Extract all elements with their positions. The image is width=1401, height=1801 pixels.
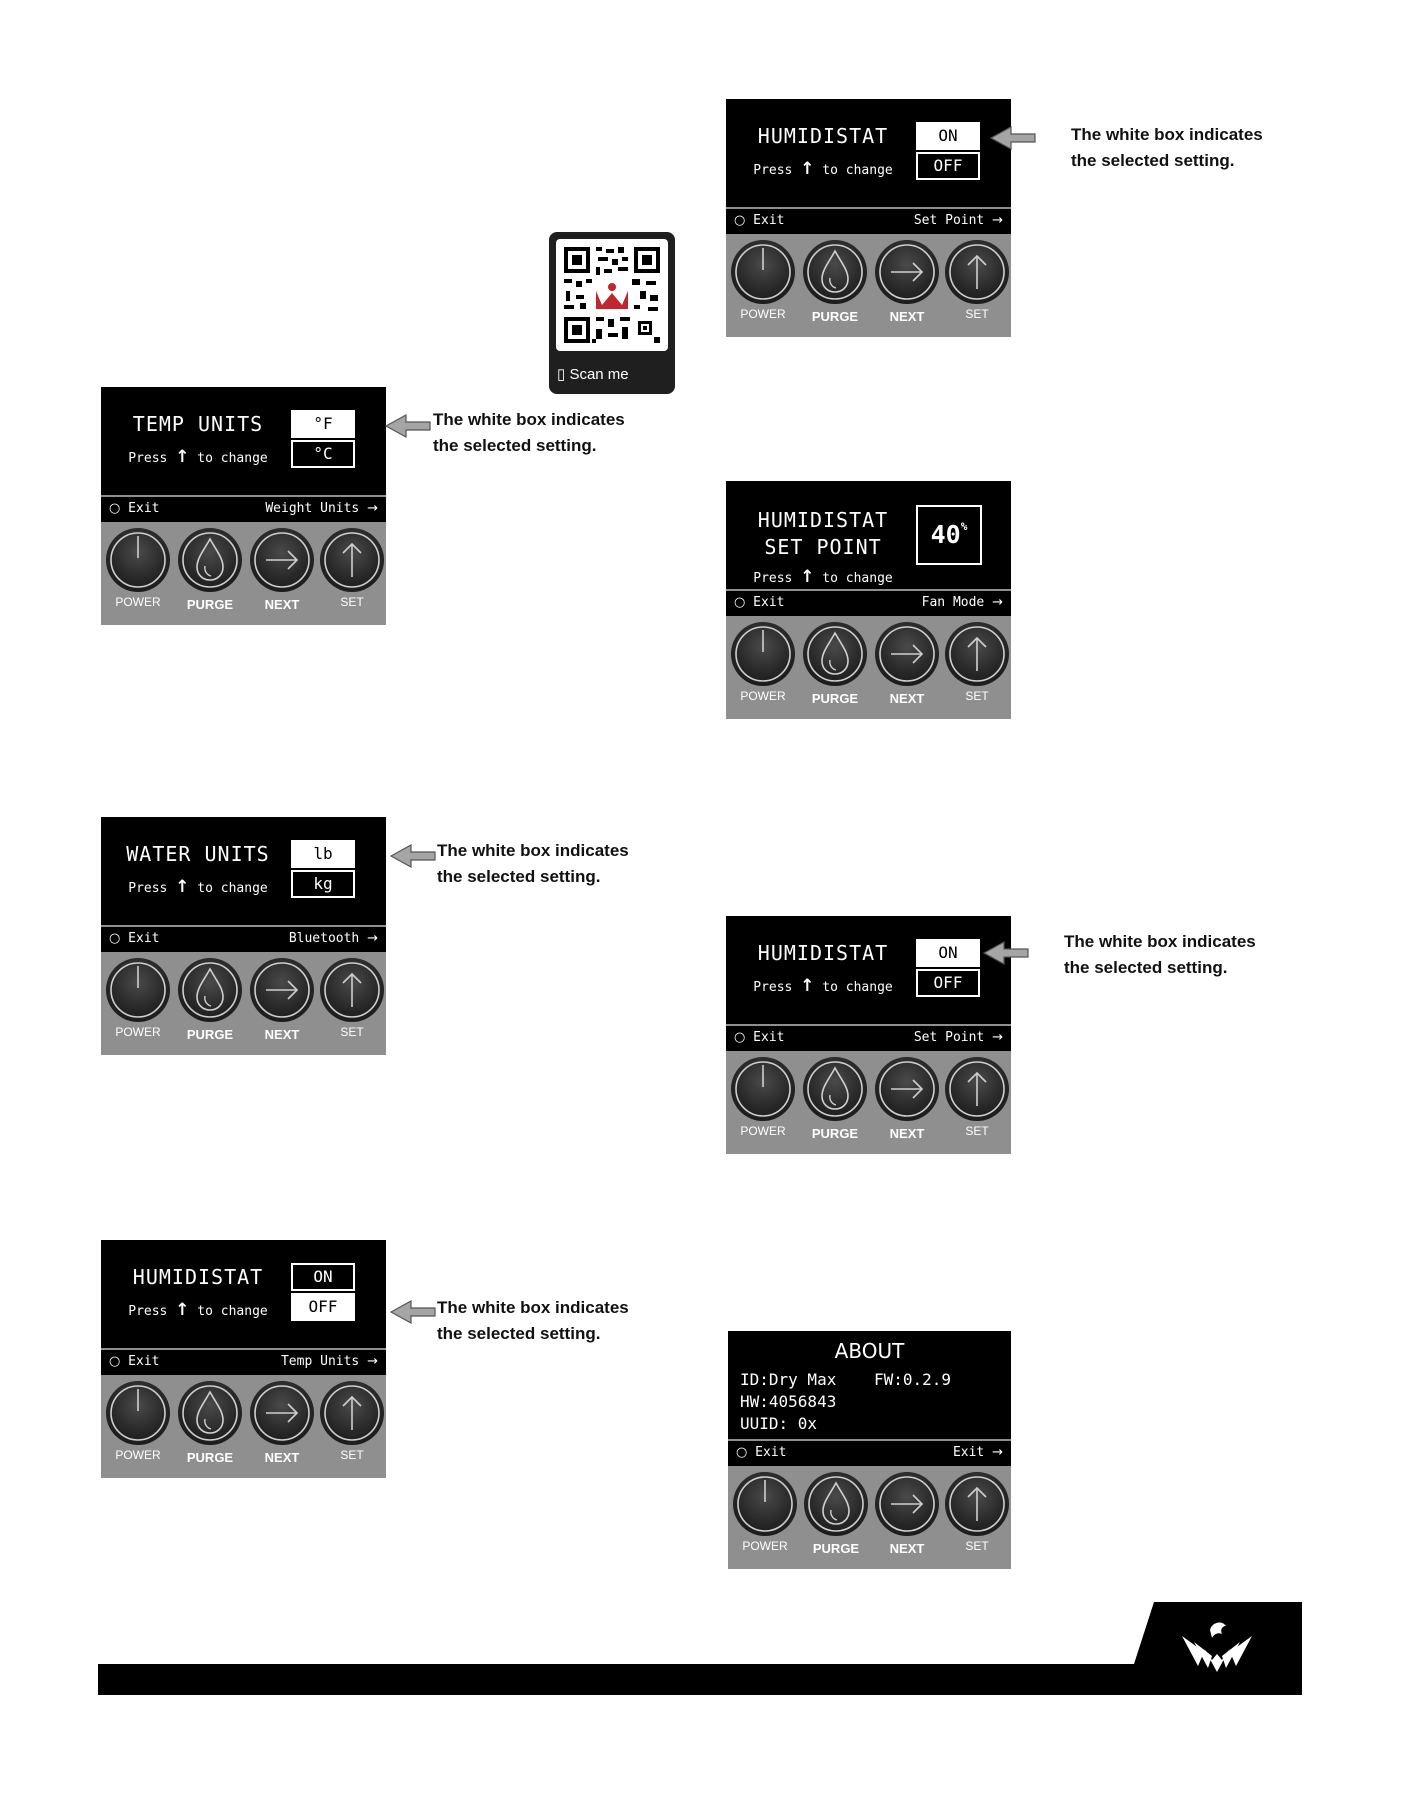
purge-button[interactable] [803,1057,867,1121]
power-label: POWER [740,689,786,703]
callout-line1: The white box indicates [1071,125,1263,144]
callout-arrow-icon [989,125,1037,151]
arrow-right-icon: → [992,213,1003,228]
hint-change-text: to change [197,881,268,896]
press-hint [732,976,914,996]
callout-line1: The white box indicates [1064,932,1256,951]
arrow-up-icon [945,1057,1009,1121]
hint-press-text: Press [128,451,168,466]
panel-title: WATER UNITS [126,842,270,866]
next-button[interactable] [875,1057,939,1121]
drop-icon: ○ [109,501,121,516]
press-hint [732,567,914,587]
nav-bar [728,1441,1011,1466]
callout-arrow-icon [982,940,1030,966]
hint-press-text: Press [753,571,793,586]
callout-arrow-icon [389,1299,437,1325]
set-point-number: 40 [930,520,961,549]
power-label: POWER [742,1539,788,1553]
nav-bar [101,497,386,522]
footer-logo-tab [1124,1602,1302,1695]
callout-line2: the selected setting. [437,1324,601,1343]
arrow-up-icon: ↑ [800,159,815,179]
arrow-right-icon: → [992,595,1003,610]
purge-button[interactable] [803,240,867,304]
drop-icon: ○ [109,1354,121,1369]
callout-line1: The white box indicates [437,1298,629,1317]
set-button[interactable] [945,622,1009,686]
arrow-right-icon [875,622,939,686]
exit-label: Exit [753,595,785,610]
arrow-right-icon: → [367,931,378,946]
next-screen-label: Exit [952,1445,985,1460]
set-label: SET [340,595,364,609]
callout-arrow-icon [384,413,432,439]
panel-title: HUMIDISTAT [757,124,889,148]
arrow-right-icon [875,1472,939,1536]
exit-link[interactable] [109,931,159,946]
next-label: NEXT [889,309,925,324]
drop-icon: ○ [734,213,746,228]
humidistat-on-panel [726,99,1011,337]
option-on[interactable]: ON [916,939,980,967]
power-button[interactable] [106,528,170,592]
next-screen-link[interactable] [953,1445,1003,1460]
hint-press-text: Press [128,1304,168,1319]
set-label: SET [965,1539,989,1553]
option-off[interactable]: OFF [916,152,980,180]
next-screen-link[interactable] [922,595,1003,610]
water-drop-icon [178,528,242,592]
about-panel [728,1331,1011,1569]
press-hint [107,877,289,897]
qr-code [556,239,668,351]
nav-bar [101,927,386,952]
option-on[interactable]: ON [916,122,980,150]
next-button[interactable] [875,1472,939,1536]
arrow-up-icon: ↑ [175,877,190,897]
about-hw: HW:4056843 [740,1392,837,1411]
humidistat-screen [101,1240,386,1348]
hint-change-text: to change [197,1304,268,1319]
option-off[interactable]: OFF [291,1293,355,1321]
hint-change-text: to change [822,571,893,586]
purge-label: PURGE [186,1450,234,1465]
purge-label: PURGE [811,691,859,706]
callout-humidistat-off [437,1295,657,1347]
water-drop-icon [178,1381,242,1445]
arrow-up-icon: ↑ [175,447,190,467]
power-button[interactable] [731,240,795,304]
arrow-right-icon: → [367,501,378,516]
qr-code-card[interactable] [549,232,675,394]
exit-label: Exit [128,1354,160,1369]
set-button[interactable] [320,528,384,592]
purge-label: PURGE [811,1126,859,1141]
nav-bar [726,1026,1011,1051]
next-label: NEXT [889,1541,925,1556]
hint-press-text: Press [753,163,793,178]
scan-me-text: Scan me [569,366,629,383]
callout-line1: The white box indicates [437,841,629,860]
next-screen-label: Weight Units [265,501,360,516]
next-label: NEXT [264,597,300,612]
exit-link[interactable] [734,213,784,228]
power-button[interactable] [733,1472,797,1536]
about-screen [728,1331,1011,1439]
set-button[interactable] [945,1472,1009,1536]
arrow-up-icon [320,1381,384,1445]
exit-link[interactable] [734,595,784,610]
hint-change-text: to change [822,163,893,178]
arrow-up-icon: ↑ [800,976,815,996]
exit-label: Exit [128,501,160,516]
purge-button[interactable] [178,958,242,1022]
next-screen-label: Set Point [913,213,985,228]
next-button[interactable] [250,1381,314,1445]
set-label: SET [965,307,989,321]
next-label: NEXT [889,1126,925,1141]
nav-bar [726,209,1011,234]
power-button[interactable] [731,1057,795,1121]
humidistat-screen [726,916,1011,1024]
panel-title: HUMIDISTAT [132,1265,264,1289]
exit-link[interactable] [109,1354,159,1369]
arrow-up-icon [945,1472,1009,1536]
power-icon [731,622,795,686]
purge-button[interactable] [803,622,867,686]
set-point-panel [726,481,1011,719]
exit-label: Exit [128,931,160,946]
callout-arrow-icon [389,843,437,869]
water-drop-icon [804,1472,868,1536]
power-button[interactable] [106,958,170,1022]
drop-icon: ○ [734,595,746,610]
callout-line2: the selected setting. [1064,958,1228,977]
next-label: NEXT [889,691,925,706]
water-drop-icon [178,958,242,1022]
scan-me-label [557,365,629,383]
option-kg[interactable]: kg [291,870,355,898]
arrow-right-icon [250,528,314,592]
next-screen-label: Fan Mode [921,595,985,610]
callout-line2: the selected setting. [437,867,601,886]
next-button[interactable] [875,240,939,304]
humidistat-on-panel-2 [726,916,1011,1154]
press-hint [107,1300,289,1320]
set-button[interactable] [945,240,1009,304]
purge-label: PURGE [811,309,859,324]
option-off[interactable]: OFF [916,969,980,997]
about-uuid: UUID: 0x [740,1414,818,1433]
exit-label: Exit [755,1445,787,1460]
purge-button[interactable] [178,528,242,592]
next-screen-link[interactable] [289,931,378,946]
nav-bar [101,1350,386,1375]
power-button[interactable] [106,1381,170,1445]
next-label: NEXT [264,1450,300,1465]
arrow-right-icon: → [367,1354,378,1369]
set-point-value[interactable] [916,505,982,565]
next-screen-label: Temp Units [280,1354,360,1369]
exit-link[interactable] [736,1445,786,1460]
arrow-right-icon [875,240,939,304]
set-label: SET [965,1124,989,1138]
set-point-unit: % [960,520,968,533]
hint-press-text: Press [753,980,793,995]
temp-units-screen [101,387,386,495]
option-fahrenheit[interactable]: °F [291,410,355,438]
panel-title-line1: HUMIDISTAT [757,508,889,532]
hint-change-text: to change [197,451,268,466]
callout-line2: the selected setting. [1071,151,1235,170]
exit-link[interactable] [109,501,159,516]
panel-title: HUMIDISTAT [757,941,889,965]
exit-label: Exit [753,213,785,228]
hint-change-text: to change [822,980,893,995]
hint-press-text: Press [128,881,168,896]
next-button[interactable] [250,528,314,592]
next-screen-link[interactable] [914,1030,1003,1045]
callout-humidistat-top [1071,122,1291,174]
set-button[interactable] [320,1381,384,1445]
callout-water-units [437,838,657,890]
callout-temp-units [433,407,653,459]
purge-label: PURGE [812,1541,860,1556]
power-icon [106,528,170,592]
option-celsius[interactable]: °C [291,440,355,468]
drop-icon: ○ [109,931,121,946]
option-lb[interactable]: lb [291,840,355,868]
panel-title: TEMP UNITS [132,412,264,436]
press-hint [732,159,914,179]
power-icon [731,240,795,304]
footer-bar [98,1664,1302,1695]
callout-humidistat-mid [1064,929,1284,981]
about-title: ABOUT [834,1339,905,1363]
power-icon [106,958,170,1022]
nav-bar [726,591,1011,616]
power-label: POWER [115,1025,161,1039]
next-button[interactable] [250,958,314,1022]
set-label: SET [340,1448,364,1462]
temp-units-panel [101,387,386,625]
set-label: SET [965,689,989,703]
phone-icon: ▯ [557,366,566,383]
arrow-right-icon: → [992,1030,1003,1045]
power-button[interactable] [731,622,795,686]
arrow-right-icon [250,958,314,1022]
power-label: POWER [740,307,786,321]
water-drop-icon [803,622,867,686]
power-icon [106,1381,170,1445]
arrow-up-icon [320,958,384,1022]
next-label: NEXT [264,1027,300,1042]
callout-line1: The white box indicates [433,410,625,429]
power-icon [731,1057,795,1121]
arrow-up-icon [320,528,384,592]
arrow-right-icon [875,1057,939,1121]
purge-button[interactable] [804,1472,868,1536]
option-on[interactable]: ON [291,1263,355,1291]
exit-label: Exit [753,1030,785,1045]
set-point-screen [726,481,1011,589]
power-label: POWER [115,1448,161,1462]
set-button[interactable] [945,1057,1009,1121]
callout-line2: the selected setting. [433,436,597,455]
exit-link[interactable] [734,1030,784,1045]
water-drop-icon [803,240,867,304]
drop-icon: ○ [736,1445,748,1460]
qr-code-icon [556,239,668,351]
about-id: ID:Dry Max [740,1370,837,1389]
arrow-up-icon: ↑ [800,567,815,587]
power-icon [733,1472,797,1536]
arrow-up-icon [945,240,1009,304]
next-screen-link[interactable] [265,501,378,516]
next-screen-label: Bluetooth [288,931,360,946]
water-units-screen [101,817,386,925]
next-screen-link[interactable] [914,213,1003,228]
arrow-up-icon [945,622,1009,686]
arrow-up-icon: ↑ [175,1300,190,1320]
next-screen-link[interactable] [281,1354,378,1369]
humidistat-screen [726,99,1011,207]
drop-icon: ○ [734,1030,746,1045]
purge-label: PURGE [186,597,234,612]
next-button[interactable] [875,622,939,686]
next-screen-label: Set Point [913,1030,985,1045]
set-label: SET [340,1025,364,1039]
power-label: POWER [115,595,161,609]
power-label: POWER [740,1124,786,1138]
about-fw: FW:0.2.9 [874,1370,952,1389]
purge-label: PURGE [186,1027,234,1042]
press-hint [107,447,289,467]
arrow-right-icon: → [992,1445,1003,1460]
purge-button[interactable] [178,1381,242,1445]
arrow-right-icon [250,1381,314,1445]
water-units-panel [101,817,386,1055]
set-button[interactable] [320,958,384,1022]
water-drop-icon [803,1057,867,1121]
humidistat-off-panel [101,1240,386,1478]
panel-title-line2: SET POINT [764,535,882,559]
